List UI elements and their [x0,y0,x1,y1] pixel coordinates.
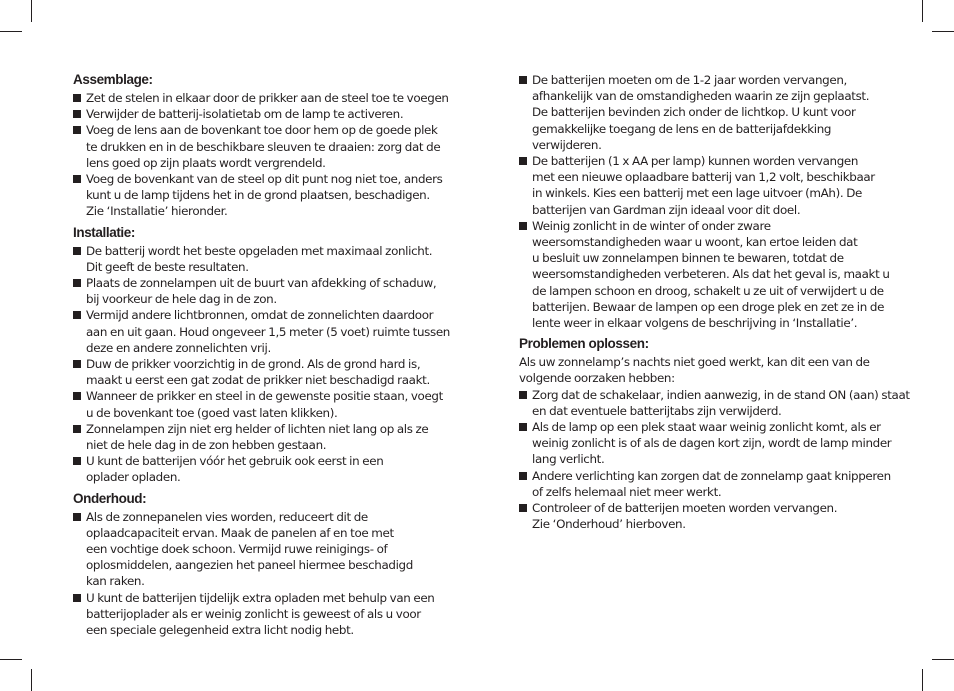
crop-mark-top-right-v [922,0,923,22]
list-item-line: kunt u de lamp tijdens het in de grond plaatsen, beschadigen. [86,188,430,203]
list-item-line: oplader opladen. [86,470,181,485]
list-item-line: of zelfs helemaal niet meer werkt. [532,484,722,499]
list-item-line: Zonnelampen zijn niet erg helder of lichten niet lang op als ze [86,421,429,436]
list-item [73,421,453,453]
list-item-line: afhankelijk van de omstandigheden waarin ze zijn geplaatst. [532,89,870,104]
list-item-line: Andere verlichting kan zorgen dat de zonnelamp gaat knipperen [532,468,891,483]
list-item-line: Zet de stelen in elkaar door de prikker aan de steel toe te voegen [86,91,449,105]
square-bullet-icon [73,594,81,602]
square-bullet-icon [73,247,81,255]
list-item-line: Dit geeft de beste resultaten. [86,259,249,274]
list-item-line: De batterijen (1 x AA per lamp) kunnen worden vervangen [532,154,859,169]
section-assemblage [73,72,453,220]
list-item-line: met een nieuwe oplaadbare batterij van 1,2 volt, beschikbaar [532,170,875,185]
square-bullet-icon [73,94,81,102]
list-item [73,90,453,106]
list-item-line: u de bovenkant toe (goed vast laten klikken). [86,405,338,420]
list-item [73,388,453,420]
square-bullet-icon [73,392,81,400]
list-item-line: een speciale gelegenheid extra licht nodig hebt. [86,623,354,638]
list-item-line: de lampen schoon en droog, schakelt u ze uit of verwijdert u de [532,283,884,298]
list-item [519,153,891,218]
list-item-line: weinig zonlicht is of als de dagen kort zijn, wordt de lamp minder [532,436,892,451]
list-item-line: De batterijen bevinden zich onder de lichtkop. U kunt voor [532,105,856,120]
list-item-line: oplaadcapaciteit ervan. Maak de panelen af en toe met [86,525,394,540]
list-item [73,275,453,307]
list-item-line: lente weer in elkaar volgens de beschrijving in ‘Installatie’. [532,316,858,331]
list-item-line: Zie ‘Onderhoud’ hierboven. [532,517,686,532]
list-item [519,218,891,331]
list-item-line: U kunt de batterijen tijdelijk extra opladen met behulp van een [86,590,435,605]
list-item-line: Weinig zonlicht in de winter of onder zware [532,218,771,233]
crop-mark-top-left-v [31,0,32,22]
section-problemen [519,336,910,532]
list-item-line: Verwijder de batterij-isolatietab om de lamp te activeren. [86,107,404,122]
square-bullet-icon [73,360,81,368]
heading-onderhoud: Onderhoud: [73,490,147,506]
list-item-line: batterijen. Bewaar de lampen op een droge plek en zet ze in de [532,299,885,314]
list-item-line: Zie ‘Installatie’ hieronder. [86,204,228,219]
list-item-line: niet de hele dag in de zon hebben gestaan. [86,438,327,453]
crop-mark-bottom-left-h [0,659,22,660]
heading-problemen: Problemen oplossen: [519,336,649,352]
list-item-line: De batterij wordt het beste opgeladen met maximaal zonlicht. [86,243,433,258]
list-item-line: en dat eventuele batterijtabs zijn verwijderd. [532,403,782,418]
square-bullet-icon [519,472,527,480]
list-item [73,453,453,485]
heading-assemblage: Assemblage: [73,72,153,87]
square-bullet-icon [73,175,81,183]
square-bullet-icon [73,110,81,118]
crop-mark-bottom-right-v [922,669,923,691]
list-problemen [519,387,910,533]
list-item [519,72,891,153]
square-bullet-icon [519,423,527,431]
list-item-line: Duw de prikker voorzichtig in de grond. Als de grond hard is, [86,357,421,372]
list-item-line: Controleer of de batterijen moeten worden vervangen. [532,501,838,516]
list-item-line: Wanneer de prikker en steel in de gewenste positie staan, voegt [86,389,443,404]
list-onderhoud-continued [519,72,891,331]
list-item-line: kan raken. [86,574,145,589]
list-item [519,468,891,500]
list-item-line: Vermijd andere lichtbronnen, omdat de zonnelichten daardoor [86,308,434,323]
list-item [73,307,453,356]
square-bullet-icon [73,311,81,319]
list-item-line: Als de zonnepanelen vies worden, reduceert dit de [86,509,368,524]
crop-mark-bottom-left-v [31,669,32,691]
list-item-line: u besluit uw zonnelampen binnen te bewaren, totdat de [532,251,844,266]
list-item [73,122,453,171]
list-item-line: oplosmiddelen, aangezien het paneel hiermee beschadigd [86,558,413,573]
square-bullet-icon [519,504,527,512]
square-bullet-icon [73,457,81,465]
list-item [519,500,891,532]
list-item-line: verwijderen. [532,137,602,152]
problemen-intro [519,354,891,386]
intro-line: Als uw zonnelamp’s nachts niet goed werkt, kan dit een van de [519,355,870,370]
square-bullet-icon [73,425,81,433]
list-item-line: lens goed op zijn plaats wordt vergrendeld. [86,155,326,170]
list-item-line: Als de lamp op een plek staat waar weinig zonlicht komt, als er [532,420,881,435]
list-item [73,171,453,220]
square-bullet-icon [519,76,527,84]
square-bullet-icon [73,513,81,521]
list-item-line: een vochtige doek schoon. Vermijd ruwe reinigings- of [86,542,388,557]
list-item-line: weersomstandigheden waar u woont, kan ertoe leiden dat [532,235,858,250]
list-assemblage [73,90,453,220]
list-item-line: batterijen van Gardman zijn ideaal voor dit doel. [532,202,801,217]
list-item-line: gemakkelijke toegang de lens en de batterijafdekking [532,121,832,136]
section-onderhoud-continued [519,72,891,331]
list-item-line: Voeg de bovenkant van de steel op dit punt nog niet toe, anders [86,172,443,187]
list-onderhoud [73,509,453,639]
crop-mark-bottom-right-h [932,659,954,660]
section-installatie [73,225,453,486]
list-item-line: Voeg de lens aan de bovenkant toe door hem op de goede plek [86,123,438,138]
right-column [519,72,910,537]
square-bullet-icon [519,222,527,230]
left-column [73,72,453,643]
list-item-line: Plaats de zonnelampen uit de buurt van afdekking of schaduw, [86,276,437,291]
list-item [73,509,453,590]
list-item [73,243,453,275]
square-bullet-icon [73,126,81,134]
list-item [519,387,910,419]
crop-mark-top-left-h [0,31,22,32]
heading-installatie: Installatie: [73,224,135,240]
list-item-line: te drukken en in de beschikbare sleuven te draaien: zorg dat de [86,139,441,154]
list-item-line: De batterijen moeten om de 1-2 jaar worden vervangen, [532,73,847,87]
list-item-line: U kunt de batterijen vóór het gebruik ook eerst in een [86,454,384,469]
square-bullet-icon [519,391,527,399]
square-bullet-icon [519,157,527,165]
list-item-line: maakt u eerst een gat zodat de prikker niet beschadigd raakt. [86,373,430,388]
crop-mark-top-right-h [932,31,954,32]
section-onderhoud [73,491,453,639]
square-bullet-icon [73,279,81,287]
list-item [73,356,453,388]
list-installatie [73,243,453,486]
intro-line: volgende oorzaken hebben: [519,371,675,386]
list-item [519,419,891,468]
list-item-line: aan en uit gaan. Houd ongeveer 1,5 meter (5 voet) ruimte tussen [86,324,450,339]
list-item-line: lang verlicht. [532,452,605,467]
list-item [73,590,453,639]
list-item-line: bij voorkeur de hele dag in de zon. [86,292,277,307]
list-item-line: deze en andere zonnelichten vrij. [86,340,271,355]
list-item-line: batterijoplader als er weinig zonlicht is geweest of als u voor [86,606,421,621]
list-item-line: in winkels. Kies een batterij met een lage uitvoer (mAh). De [532,186,862,201]
list-item-line: Zorg dat de schakelaar, indien aanwezig, in de stand ON (aan) staat [532,387,910,402]
list-item-line: weersomstandigheden verbeteren. Als dat het geval is, maakt u [532,267,890,282]
list-item [73,106,453,122]
